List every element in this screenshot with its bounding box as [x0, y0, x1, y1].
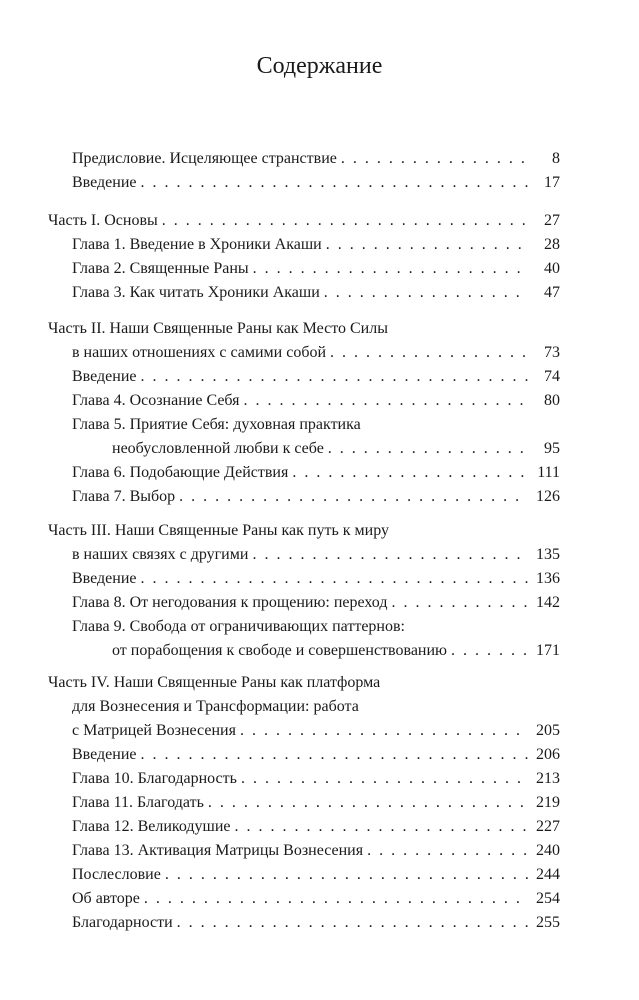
- toc-entry-page: 206: [536, 746, 560, 763]
- toc-entry-page: 171: [536, 642, 560, 659]
- toc-entry-page: 213: [536, 770, 560, 787]
- toc-entry-page: 28: [544, 236, 560, 253]
- toc-entry-page: 47: [544, 284, 560, 301]
- toc-entry-page: 126: [536, 488, 560, 505]
- toc-part-4-title-line-2[interactable]: для Вознесения и Трансформации: работа: [72, 698, 359, 715]
- toc-entry-chapter-12[interactable]: [72, 817, 560, 837]
- toc-part-2[interactable]: [72, 343, 560, 363]
- dot-leader: [141, 745, 529, 765]
- toc-part-4-title-line-1[interactable]: Часть IV. Наши Священные Раны как платформа: [48, 674, 381, 691]
- toc-entry-text: Послесловие: [72, 866, 161, 883]
- dot-leader: [328, 439, 528, 459]
- toc-entry-page: 27: [544, 212, 560, 229]
- toc-entry-page: 17: [544, 174, 560, 191]
- toc-entry-introduction[interactable]: [72, 173, 560, 193]
- toc-entry-page: 240: [536, 842, 560, 859]
- toc-entry-text: Глава 4. Осознание Себя: [72, 392, 240, 409]
- toc-entry-page: 73: [544, 344, 560, 361]
- toc-entry-page: 136: [536, 570, 560, 587]
- toc-entry-page: 227: [536, 818, 560, 835]
- toc-entry-text: от порабощения к свободе и совершенствованию: [112, 642, 448, 659]
- toc-entry-page: 219: [536, 794, 560, 811]
- toc-entry-page: 95: [544, 440, 560, 457]
- toc-entry-text: Глава 8. От негодования к прощению: переход: [72, 594, 388, 611]
- toc-entry-text: Глава 6. Подобающие Действия: [72, 464, 289, 481]
- toc-entry-page: 254: [536, 890, 560, 907]
- dot-leader: [144, 889, 528, 909]
- toc-entry-chapter-10[interactable]: [72, 769, 560, 789]
- page-title: Содержание: [256, 53, 383, 79]
- dot-leader: [208, 793, 528, 813]
- toc-chapter-5-line-1[interactable]: Глава 5. Приятие Себя: духовная практика: [72, 416, 361, 433]
- toc-entry-part-3-introduction[interactable]: [72, 569, 560, 589]
- toc-entry-page: 80: [544, 392, 560, 409]
- toc-entry-text: необусловленной любви к себе: [112, 440, 324, 457]
- toc-entry-page: 74: [544, 368, 560, 385]
- toc-entry-part-2-introduction[interactable]: [72, 367, 560, 387]
- toc-part-title: в наших связях с другими: [72, 546, 249, 563]
- toc-entry-page: 8: [552, 150, 560, 167]
- dot-leader: [330, 343, 528, 363]
- toc-entry-text: Введение: [72, 174, 137, 191]
- toc-entry-chapter-4[interactable]: [72, 391, 560, 411]
- toc-entry-text: Введение: [72, 570, 137, 587]
- dot-leader: [165, 865, 528, 885]
- toc-part-1[interactable]: [48, 211, 560, 231]
- toc-entry-text: Глава 11. Благодать: [72, 794, 204, 811]
- toc-entry-acknowledgements[interactable]: [72, 913, 560, 933]
- toc-entry-text: Введение: [72, 746, 137, 763]
- toc-entry-page: 205: [536, 722, 560, 739]
- toc-entry-chapter-6[interactable]: [72, 463, 560, 483]
- toc-entry-text: Введение: [72, 368, 137, 385]
- toc-entry-afterword[interactable]: [72, 865, 560, 885]
- toc-entry-about-author[interactable]: [72, 889, 560, 909]
- toc-entry-page: 40: [544, 260, 560, 277]
- toc-part-2-title-line-1[interactable]: Часть II. Наши Священные Раны как Место Силы: [48, 320, 388, 337]
- dot-leader: [177, 913, 528, 933]
- dot-leader: [141, 173, 529, 193]
- dot-leader: [326, 235, 528, 255]
- toc-entry-chapter-8[interactable]: [72, 593, 560, 613]
- dot-leader: [292, 463, 528, 483]
- toc-entry-page: 244: [536, 866, 560, 883]
- dot-leader: [179, 487, 528, 507]
- dot-leader: [451, 641, 528, 661]
- toc-entry-text: Глава 2. Священные Раны: [72, 260, 249, 277]
- dot-leader: [141, 569, 529, 589]
- toc-part-3-title-line-1[interactable]: Часть III. Наши Священные Раны как путь к миру: [48, 522, 390, 539]
- dot-leader: [324, 283, 528, 303]
- toc-part-title: с Матрицей Вознесения: [72, 722, 236, 739]
- toc-entry-chapter-2[interactable]: [72, 259, 560, 279]
- toc-entry-page: 135: [536, 546, 560, 563]
- toc-part-title: Часть I. Основы: [48, 212, 158, 229]
- toc-entry-preface[interactable]: [72, 149, 560, 169]
- toc-entry-chapter-13[interactable]: [72, 841, 560, 861]
- toc-part-4[interactable]: [72, 721, 560, 741]
- dot-leader: [367, 841, 528, 861]
- toc-entry-chapter-9[interactable]: [112, 641, 560, 661]
- toc-entry-page: 255: [536, 914, 560, 931]
- toc-part-title: в наших отношениях с самими собой: [72, 344, 327, 361]
- dot-leader: [253, 259, 528, 279]
- toc-entry-text: Об авторе: [72, 890, 140, 907]
- toc-entry-text: Глава 13. Активация Матрицы Вознесения: [72, 842, 364, 859]
- dot-leader: [341, 149, 528, 169]
- toc-entry-text: Глава 7. Выбор: [72, 488, 176, 505]
- dot-leader: [241, 769, 528, 789]
- dot-leader: [252, 545, 528, 565]
- dot-leader: [391, 593, 528, 613]
- toc-entry-text: Предисловие. Исцеляющее странствие: [72, 150, 337, 167]
- toc-entry-page: 142: [536, 594, 560, 611]
- toc-entry-chapter-7[interactable]: [72, 487, 560, 507]
- toc-entry-part-4-introduction[interactable]: [72, 745, 560, 765]
- dot-leader: [235, 817, 528, 837]
- dot-leader: [162, 211, 528, 231]
- dot-leader: [141, 367, 529, 387]
- toc-chapter-9-line-1[interactable]: Глава 9. Свобода от ограничивающих паттернов:: [72, 618, 405, 635]
- toc-entry-text: Глава 1. Введение в Хроники Акаши: [72, 236, 322, 253]
- toc-entry-text: Благодарности: [72, 914, 173, 931]
- toc-entry-chapter-5[interactable]: [112, 439, 560, 459]
- toc-entry-page: 111: [537, 464, 560, 481]
- toc-part-3[interactable]: [72, 545, 560, 565]
- toc-entry-text: Глава 10. Благодарность: [72, 770, 237, 787]
- toc-entry-chapter-3[interactable]: [72, 283, 560, 303]
- toc-entry-chapter-11[interactable]: [72, 793, 560, 813]
- toc-entry-text: Глава 12. Великодушие: [72, 818, 231, 835]
- dot-leader: [240, 721, 528, 741]
- toc-entry-chapter-1[interactable]: [72, 235, 560, 255]
- dot-leader: [244, 391, 528, 411]
- toc-entry-text: Глава 3. Как читать Хроники Акаши: [72, 284, 320, 301]
